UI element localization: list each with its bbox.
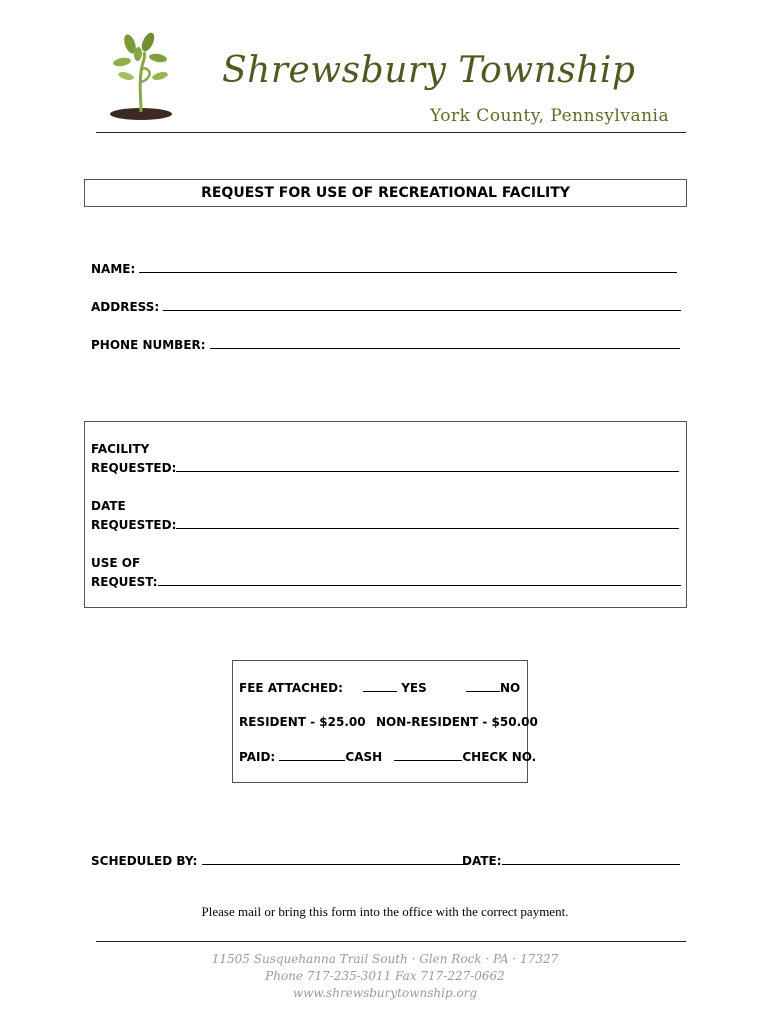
fee-no-checkbox[interactable] <box>466 681 500 692</box>
date-field[interactable] <box>176 518 679 529</box>
mail-note: Please mail or bring this form into the office with the correct payment. <box>201 904 569 919</box>
address-field[interactable] <box>163 300 681 311</box>
schedule-date-label: DATE: <box>462 854 502 868</box>
address-label: ADDRESS: <box>91 300 160 314</box>
facility-label: REQUESTED: <box>91 461 177 475</box>
fee-no-row <box>466 681 520 695</box>
header-divider <box>96 132 686 133</box>
facility-label-line1: FACILITY <box>91 442 150 456</box>
date-row <box>91 518 679 532</box>
paid-label: PAID: <box>239 750 276 764</box>
schedule-date-field[interactable] <box>502 854 680 865</box>
use-label-line1: USE OF <box>91 556 141 570</box>
fee-attached-label: FEE ATTACHED: <box>239 681 343 695</box>
form-title: REQUEST FOR USE OF RECREATIONAL FACILITY <box>201 185 570 201</box>
date-label: REQUESTED: <box>91 518 177 532</box>
fee-yes-label: YES <box>401 681 427 695</box>
cash-field[interactable] <box>279 750 345 761</box>
schedule-date-row <box>462 854 680 868</box>
sprout-icon <box>108 32 174 120</box>
non-resident-fee: NON-RESIDENT - $50.00 <box>376 715 538 729</box>
name-field[interactable] <box>139 262 677 273</box>
form-title-box <box>84 179 687 207</box>
facility-field[interactable] <box>176 461 679 472</box>
name-row <box>91 262 677 276</box>
org-name: Shrewsbury Township <box>222 50 636 91</box>
use-label: REQUEST: <box>91 575 158 589</box>
footer-divider <box>96 941 686 942</box>
name-label: NAME: <box>91 262 136 276</box>
township-logo <box>108 32 174 120</box>
check-label: CHECK NO. <box>462 750 537 764</box>
cash-label: CASH <box>345 750 383 764</box>
scheduled-by-label: SCHEDULED BY: <box>91 854 198 868</box>
fee-no-label: NO <box>500 681 521 695</box>
phone-field[interactable] <box>210 338 680 349</box>
facility-row <box>91 461 679 475</box>
fee-yes-checkbox[interactable] <box>363 681 397 692</box>
scheduled-row <box>91 854 464 868</box>
scheduled-by-field[interactable] <box>202 854 464 865</box>
footer-address: 11505 Susquehanna Trail South · Glen Rock · PA · 17327 <box>211 952 559 966</box>
org-subtitle: York County, Pennsylvania <box>430 106 670 126</box>
footer-website[interactable]: www.shrewsburytownship.org <box>292 986 478 1000</box>
resident-fee: RESIDENT - $25.00 <box>239 715 366 729</box>
fee-yes-row <box>363 681 427 695</box>
use-row <box>91 575 681 589</box>
phone-label: PHONE NUMBER: <box>91 338 206 352</box>
phone-row <box>91 338 680 352</box>
address-row <box>91 300 681 314</box>
date-label-line1: DATE <box>91 499 126 513</box>
footer-phone: Phone 717-235-3011 Fax 717-227-0662 <box>265 969 505 983</box>
check-field[interactable] <box>394 750 462 761</box>
paid-row <box>239 750 536 764</box>
use-field[interactable] <box>158 575 681 586</box>
